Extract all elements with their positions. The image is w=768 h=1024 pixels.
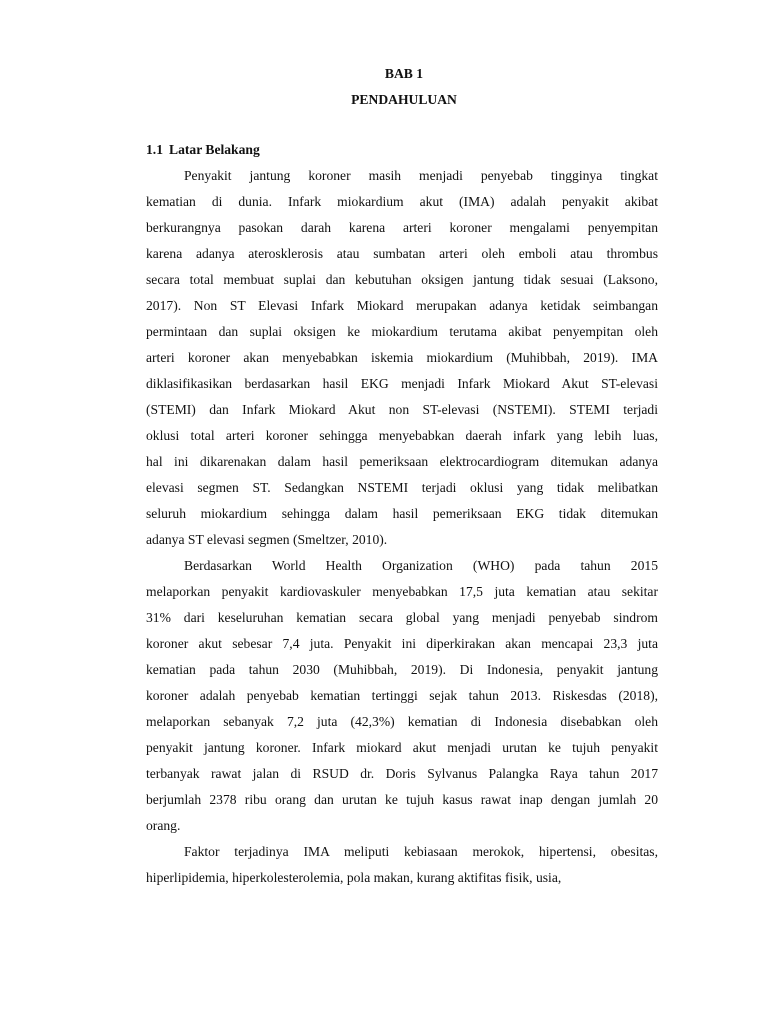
paragraph-line: melaporkan sebanyak 7,2 juta (42,3%) kematian di Indonesia disebabkan oleh — [146, 714, 658, 729]
paragraph-line: 31% dari keseluruhan kematian secara global yang menjadi penyebab sindrom — [146, 610, 658, 625]
paragraph-line: hal ini dikarenakan dalam hasil pemeriksaan elektrocardiogram ditemukan adanya — [146, 454, 658, 469]
paragraph-line: hiperlipidemia, hiperkolesterolemia, pola makan, kurang aktifitas fisik, usia, — [146, 870, 562, 885]
paragraph-line: berjumlah 2378 ribu orang dan urutan ke tujuh kasus rawat inap dengan jumlah 20 — [146, 792, 658, 807]
paragraph-line: secara total membuat suplai dan kebutuhan oksigen jantung tidak sesuai (Laksono, — [146, 272, 658, 287]
paragraph-line: berkurangnya pasokan darah karena arteri koroner mengalami penyempitan — [146, 220, 658, 235]
chapter-title: PENDAHULUAN — [351, 92, 457, 107]
paragraph-line: kematian pada tahun 2030 (Muhibbah, 2019). Di Indonesia, penyakit jantung — [146, 662, 658, 677]
paragraph-line: Berdasarkan World Health Organization (WHO) pada tahun 2015 — [184, 558, 658, 573]
paragraph-line: elevasi segmen ST. Sedangkan NSTEMI terjadi oklusi yang tidak melibatkan — [146, 480, 658, 495]
paragraph-line: kematian di dunia. Infark miokardium akut (IMA) adalah penyakit akibat — [146, 194, 658, 209]
section-heading — [146, 142, 260, 158]
paragraph-line: karena adanya aterosklerosis atau sumbatan arteri oleh emboli atau thrombus — [146, 246, 658, 261]
paragraph-line: orang. — [146, 818, 181, 833]
paragraph-line: koroner akut sebesar 7,4 juta. Penyakit ini diperkirakan akan mencapai 23,3 juta — [146, 636, 658, 651]
paragraph-line: diklasifikasikan berdasarkan hasil EKG menjadi Infark Miokard Akut ST-elevasi — [146, 376, 658, 391]
chapter-label: BAB 1 — [384, 66, 424, 81]
paragraph-line: arteri koroner akan menyebabkan iskemia miokardium (Muhibbah, 2019). IMA — [146, 350, 658, 365]
paragraph-line: oklusi total arteri koroner sehingga menyebabkan daerah infark yang lebih luas, — [146, 428, 658, 443]
paragraph-line: penyakit jantung koroner. Infark miokard akut menjadi urutan ke tujuh penyakit — [146, 740, 658, 755]
paragraph-line: (STEMI) dan Infark Miokard Akut non ST-elevasi (NSTEMI). STEMI terjadi — [146, 402, 658, 417]
paragraph-line: Penyakit jantung koroner masih menjadi penyebab tingginya tingkat — [184, 168, 658, 183]
paragraph-line: melaporkan penyakit kardiovaskuler menyebabkan 17,5 juta kematian atau sekitar — [146, 584, 658, 599]
section-number: 1.1 — [146, 142, 163, 157]
paragraph-line: Faktor terjadinya IMA meliputi kebiasaan merokok, hipertensi, obesitas, — [184, 844, 658, 859]
paragraph-line: koroner adalah penyebab kematian tertinggi sejak tahun 2013. Riskesdas (2018), — [146, 688, 658, 703]
paragraph-line: 2017). Non ST Elevasi Infark Miokard merupakan adanya ketidak seimbangan — [146, 298, 658, 313]
paragraph-line: permintaan dan suplai oksigen ke miokardium terutama akibat penyempitan oleh — [146, 324, 658, 339]
paragraph-line: terbanyak rawat jalan di RSUD dr. Doris Sylvanus Palangka Raya tahun 2017 — [146, 766, 658, 781]
paragraph-line: adanya ST elevasi segmen (Smeltzer, 2010). — [146, 532, 388, 547]
section-title: Latar Belakang — [169, 142, 260, 157]
paragraph-line: seluruh miokardium sehingga dalam hasil pemeriksaan EKG tidak ditemukan — [146, 506, 658, 521]
